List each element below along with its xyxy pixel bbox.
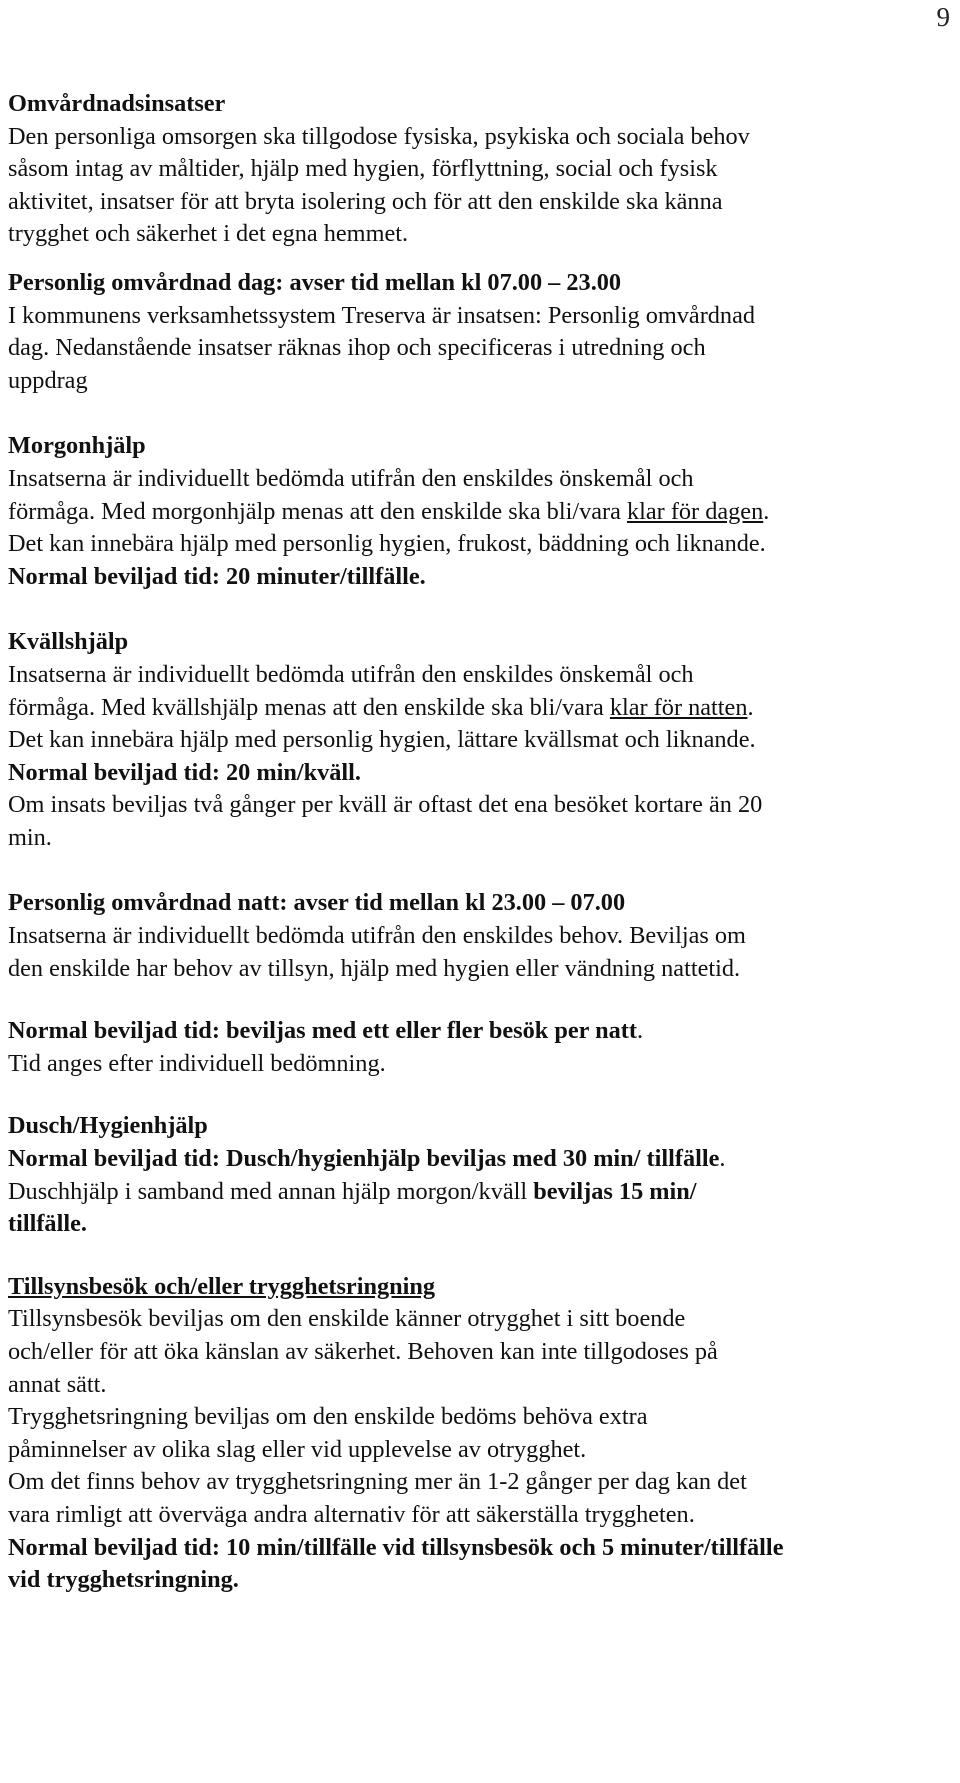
normal-time-note: Normal beviljad tid: 20 minuter/tillfälle. xyxy=(8,562,426,590)
paragraph-line xyxy=(8,692,948,725)
text-run: . xyxy=(719,1145,726,1173)
paragraph-line: Insatserna är individuellt bedömda utifrån den enskildes behov. Beviljas om xyxy=(8,922,746,950)
paragraph-line: såsom intag av måltider, hjälp med hygien, förflyttning, social och fysisk xyxy=(8,155,718,183)
section-heading-tillsynsbesok: Tillsynsbesök och/eller trygghetsringning xyxy=(8,1272,436,1300)
paragraph-line: dag. Nedanstående insatser räknas ihop och specificeras i utredning och xyxy=(8,334,706,362)
normal-time-note: Normal beviljad tid: 10 min/tillfälle vid tillsynsbesök och 5 minuter/tillfälle xyxy=(8,1533,784,1561)
section-heading-omvardnad-dag: Personlig omvårdnad dag: avser tid mellan kl 07.00 – 23.00 xyxy=(8,268,622,296)
paragraph-line: Insatserna är individuellt bedömda utifrån den enskildes önskemål och xyxy=(8,464,694,492)
paragraph-line: vara rimligt att överväga andra alternativ för att säkerställa tryggheten. xyxy=(8,1500,695,1528)
text-run: förmåga. Med kvällshjälp menas att den enskilde ska bli/vara xyxy=(8,693,610,721)
bold-text: beviljas 15 min/ xyxy=(533,1177,697,1205)
section-heading-omvardnadsinsatser: Omvårdnadsinsatser xyxy=(8,90,226,117)
text-run: . xyxy=(763,497,770,525)
normal-time-note: vid trygghetsringning. xyxy=(8,1566,239,1594)
section-heading-omvardnad-natt: Personlig omvårdnad natt: avser tid mellan kl 23.00 – 07.00 xyxy=(8,889,626,917)
paragraph-line: Om det finns behov av trygghetsringning mer än 1-2 gånger per dag kan det xyxy=(8,1468,747,1496)
normal-time-note xyxy=(8,1015,948,1048)
bold-text: Normal beviljad tid: beviljas med ett eller fler besök per natt xyxy=(8,1017,637,1045)
paragraph-line: I kommunens verksamhetssystem Treserva är insatsen: Personlig omvårdnad xyxy=(8,301,756,329)
text-run: . xyxy=(747,693,754,721)
paragraph-line: Trygghetsringning beviljas om den enskilde bedöms behöva extra xyxy=(8,1403,648,1431)
paragraph-line: aktivitet, insatser för att bryta isolering och för att den enskilde ska känna xyxy=(8,187,723,215)
bold-text: Normal beviljad tid: Dusch/hygienhjälp beviljas med 30 min/ tillfälle xyxy=(8,1145,720,1173)
paragraph-line: Den personliga omsorgen ska tillgodose fysiska, psykiska och sociala behov xyxy=(8,122,750,150)
paragraph-line: och/eller för att öka känslan av säkerhet. Behoven kan inte tillgodoses på xyxy=(8,1338,718,1365)
text-run: . xyxy=(636,1017,644,1045)
paragraph-line: Tid anges efter individuell bedömning. xyxy=(8,1049,386,1077)
paragraph-line xyxy=(8,496,948,529)
paragraph-line: min. xyxy=(8,823,52,851)
paragraph-line: Om insats beviljas två gånger per kväll är oftast det ena besöket kortare än 20 xyxy=(8,791,763,819)
paragraph-line: Insatserna är individuellt bedömda utifrån den enskildes önskemål och xyxy=(8,660,694,688)
paragraph-line: annat sätt. xyxy=(8,1370,107,1398)
section-heading-kvallshjalp: Kvällshjälp xyxy=(8,628,129,656)
paragraph-line: påminnelser av olika slag eller vid upplevelse av otrygghet. xyxy=(8,1435,587,1463)
section-heading-dusch-hygienhjalp: Dusch/Hygienhjälp xyxy=(8,1112,208,1140)
paragraph-line: Det kan innebära hjälp med personlig hygien, frukost, bäddning och liknande. xyxy=(8,530,766,558)
text-run: Duschhjälp i samband med annan hjälp morgon/kväll xyxy=(8,1177,534,1205)
document-body xyxy=(8,88,948,1597)
paragraph-line xyxy=(8,1176,948,1209)
paragraph-line: Det kan innebära hjälp med personlig hygien, lättare kvällsmat och liknande. xyxy=(8,726,756,754)
text-run: förmåga. Med morgonhjälp menas att den enskilde ska bli/vara xyxy=(8,497,627,525)
underlined-text: klar för natten xyxy=(609,693,748,721)
paragraph-line: trygghet och säkerhet i det egna hemmet. xyxy=(8,220,409,248)
normal-time-note xyxy=(8,1143,948,1176)
section-heading-morgonhjalp: Morgonhjälp xyxy=(8,432,146,460)
page-number: 9 xyxy=(936,2,950,32)
paragraph-line: Tillsynsbesök beviljas om den enskilde känner otrygghet i sitt boende xyxy=(8,1305,686,1333)
paragraph-line: tillfälle. xyxy=(8,1210,87,1238)
paragraph-line: den enskilde har behov av tillsyn, hjälp med hygien eller vändning nattetid. xyxy=(8,954,741,982)
normal-time-note: Normal beviljad tid: 20 min/kväll. xyxy=(8,758,361,786)
underlined-text: klar för dagen xyxy=(626,497,764,525)
paragraph-line: uppdrag xyxy=(8,366,88,394)
